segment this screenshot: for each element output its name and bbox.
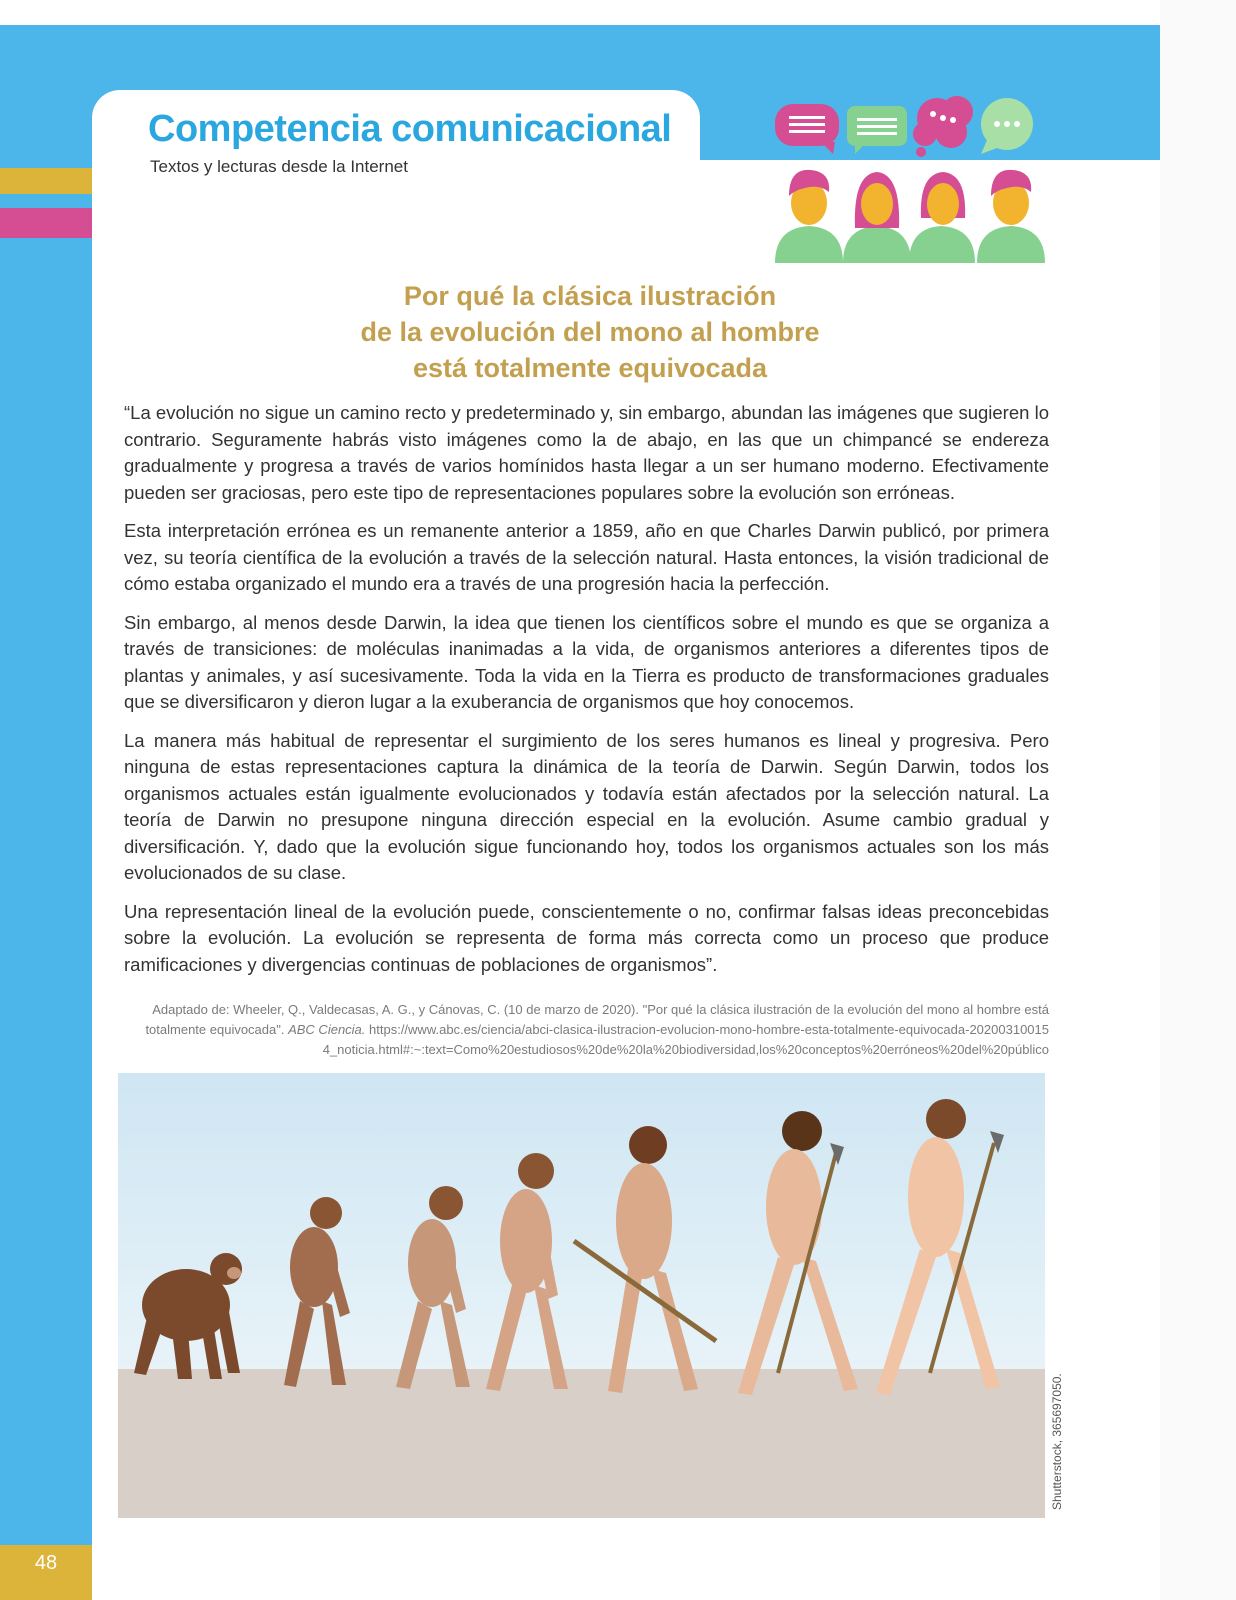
section-subtitle: Textos y lecturas desde la Internet [150,157,408,176]
chat-bubble-lightgreen-icon [981,98,1033,154]
people-chat-illustration [775,88,1065,270]
left-color-band [0,25,92,1545]
citation-source: ABC Ciencia. [288,1022,366,1037]
citation [124,1000,1049,1060]
person-3 [909,172,975,263]
thought-bubble-pink-icon [913,96,973,157]
article-paragraph: Esta interpretación errónea es un remanente anterior a 1859, año en que Charles Darwin publicó, por primera vez, su teoría científica de la evolución a través de la selección natural. Hasta entonces, la visión tradicional de cómo estaba organizado el mundo era a través de una progresión hacia la perfección. [124,520,1049,594]
page-number: 48 [34,1552,58,1574]
photo-credit: Shutterstock, 365697050. [1050,1373,1064,1510]
article-paragraph: “La evolución no sigue un camino recto y predeterminado y, sin embargo, abundan las imágenes que sugieren lo contrario. Seguramente habrás visto imágenes como la de abajo, en las que un chimpancé se endereza gradualmente y progresa a través de varios homínidos hasta llegar a un ser humano moderno. Efectivamente pueden ser graciosas, pero este tipo de representaciones populares sobre la evolución son erróneas. [124,402,1049,503]
person-1 [775,170,843,263]
article-title-line: Por qué la clásica ilustración [403,281,777,311]
article-paragraph: Sin embargo, al menos desde Darwin, la idea que tienen los científicos sobre el mundo es que se organiza a través de transiciones: de moléculas inanimadas a la vida, de organismos anteriores a diferentes tipos de plantas y animales, y así sucesivamente. Toda la vida en la Tierra es producto de transformaciones graduales que se diversificaron y dieron lugar a la exuberancia de organismos que hoy conocemos. [124,611,1049,712]
article-body [124,400,1049,990]
article-title [300,278,880,386]
person-4 [977,170,1045,263]
article-paragraph: La manera más habitual de representar el surgimiento de los seres humanos es lineal y progresiva. Pero ninguna de estas representaciones captura la dinámica de la teoría de Darwin. Según Darwin, todos los organismos actuales están igualmente evolucionados y todavía están afectados por la selección natural. La teoría de Darwin no presupone ninguna dirección especial en la evolución. Asume cambio gradual y diversificación. Y, dado que la evolución sigue funcionando hoy, todos los organismos actuales son los más evolucionados de su clase. [124,729,1049,883]
citation-url[interactable]: https://www.abc.es/ciencia/abci-clasica-ilustracion-evolucion-mono-hombre-esta-totalmente-equivocada-20200310015 4_noticia.html#:~:text=Como%20estudiosos%20de%20la%20biodiversidad,los%20conceptos%20erróneos%20del%20público [322,1022,1049,1057]
decorative-bar-yellow [0,168,92,194]
person-2 [843,172,911,263]
article-title-line: de la evolución del mono al hombre [360,317,820,347]
decorative-bar-pink [0,208,92,238]
citation-lead: Adaptado de: Wheeler, Q., Valdecasas, A. G., y Cánovas, C. (10 de marzo de 2020). "Por qué la clásica ilustración de la evolución del mono al hombre está totalmente equivocada". [145,1002,1049,1037]
evolution-illustration [118,1073,1045,1518]
section-title: Competencia comunicacional [148,108,672,150]
article-title-line: está totalmente equivocada [412,353,768,383]
article-paragraph: Una representación lineal de la evolución puede, conscientemente o no, confirmar falsas ideas preconcebidas sobre la evolución. La evolución se representa de forma más correcta como un proceso que produce ramificaciones y divergencias continuas de poblaciones de organismos”. [124,900,1049,975]
chat-bubble-green-icon [847,106,907,154]
chat-bubble-pink-icon [775,104,839,154]
